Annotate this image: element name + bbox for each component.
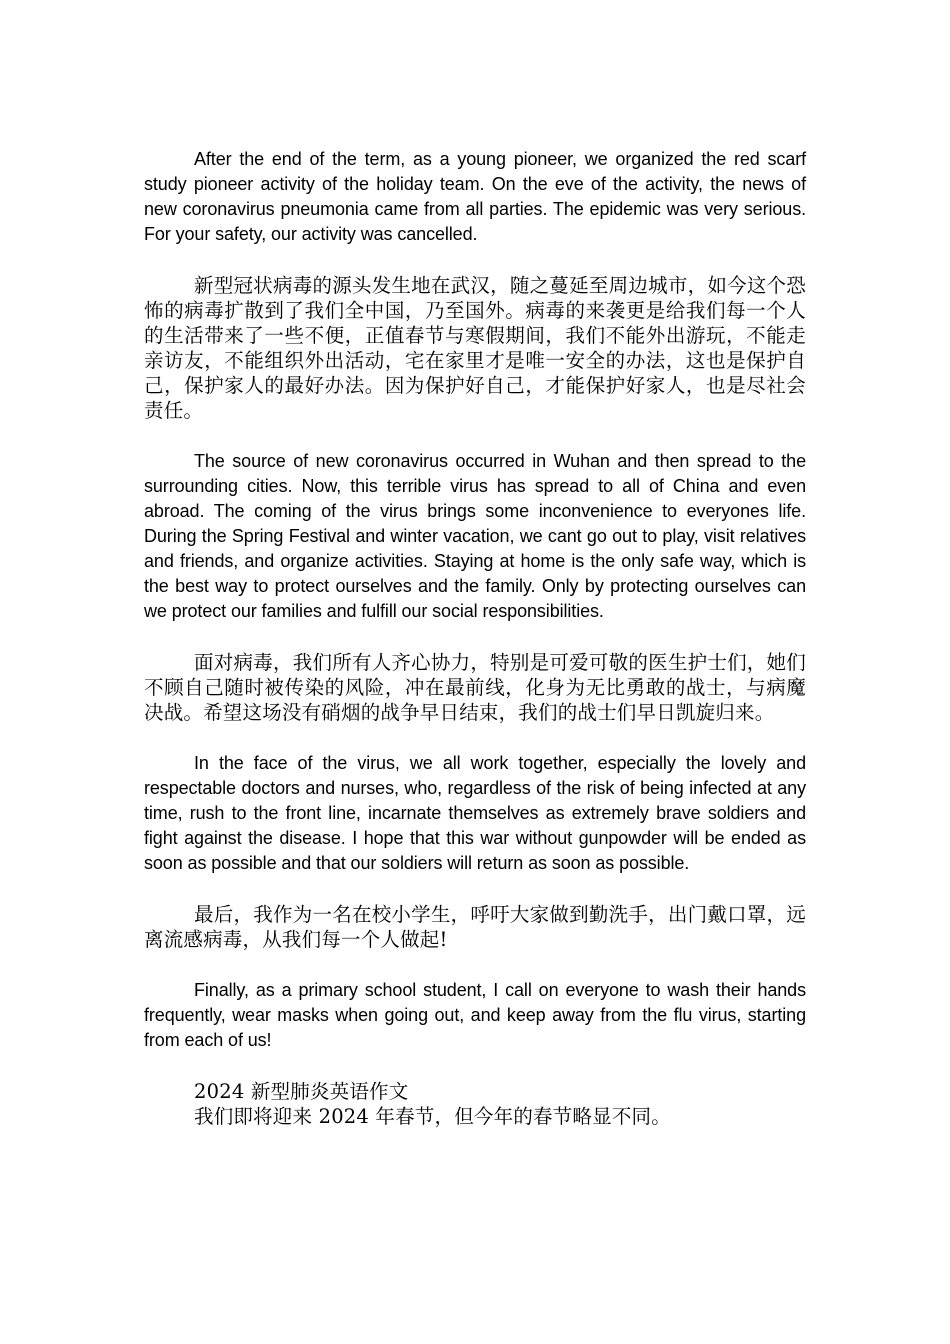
paragraph-en-3: In the face of the virus, we all work together, especially the lovely and respectable doctors and nurses, who, regardless of the risk of being infected at any time, rush to the front line, incarnate themselves as extremely brave soldiers and fight against the disease. I hope that this war without gunpowder will be ended as soon as possible and that our soldiers will return as soon as possible. bbox=[144, 753, 806, 873]
paragraph-zh-2: 面对病毒，我们所有人齐心协力，特别是可爱可敬的医生护士们，她们不顾自己随时被传染的风险，冲在最前线，化身为无比勇敢的战士，与病魔决战。希望这场没有硝烟的战争早日结束，我们的战士们早日凯旋归来。 bbox=[144, 651, 806, 724]
paragraph-en-1: After the end of the term, as a young pioneer, we organized the red scarf study pioneer activity of the holiday team. On the eve of the activity, the news of new coronavirus pneumonia came from all parties. The epidemic was very serious. For your safety, our activity was cancelled. bbox=[144, 149, 806, 244]
next-essay-intro: 我们即将迎来 2024 年春节，但今年的春节略显不同。 bbox=[194, 1105, 671, 1128]
paragraph-zh-1: 新型冠状病毒的源头发生地在武汉，随之蔓延至周边城市，如今这个恐怖的病毒扩散到了我们全中国，乃至国外。病毒的来袭更是给我们每一个人的生活带来了一些不便，正值春节与寒假期间，我们不能外出游玩，不能走亲访友，不能组织外出活动，宅在家里才是唯一安全的办法，这也是保护自己，保护家人的最好办法。因为保护好自己，才能保护好家人，也是尽社会责任。 bbox=[144, 274, 806, 422]
paragraph-zh-3: 最后，我作为一名在校小学生，呼吁大家做到勤洗手，出门戴口罩，远离流感病毒，从我们每一个人做起! bbox=[144, 903, 806, 951]
document-page bbox=[144, 147, 806, 1129]
paragraph-en-4: Finally, as a primary school student, I call on everyone to wash their hands frequently, wear masks when going out, and keep away from the flu virus, starting from each of us! bbox=[144, 980, 806, 1050]
next-essay-block bbox=[144, 1079, 806, 1129]
next-essay-title: 2024 新型肺炎英语作文 bbox=[194, 1080, 409, 1103]
paragraph-en-2: The source of new coronavirus occurred in Wuhan and then spread to the surrounding cities. Now, this terrible virus has spread to all of China and even abroad. The coming of the virus brings some inconvenience to everyones life. During the Spring Festival and winter vacation, we cant go out to play, visit relatives and friends, and organize activities. Staying at home is the only safe way, which is the best way to protect ourselves and the family. Only by protecting ourselves can we protect our families and fulfill our social responsibilities. bbox=[144, 451, 806, 621]
